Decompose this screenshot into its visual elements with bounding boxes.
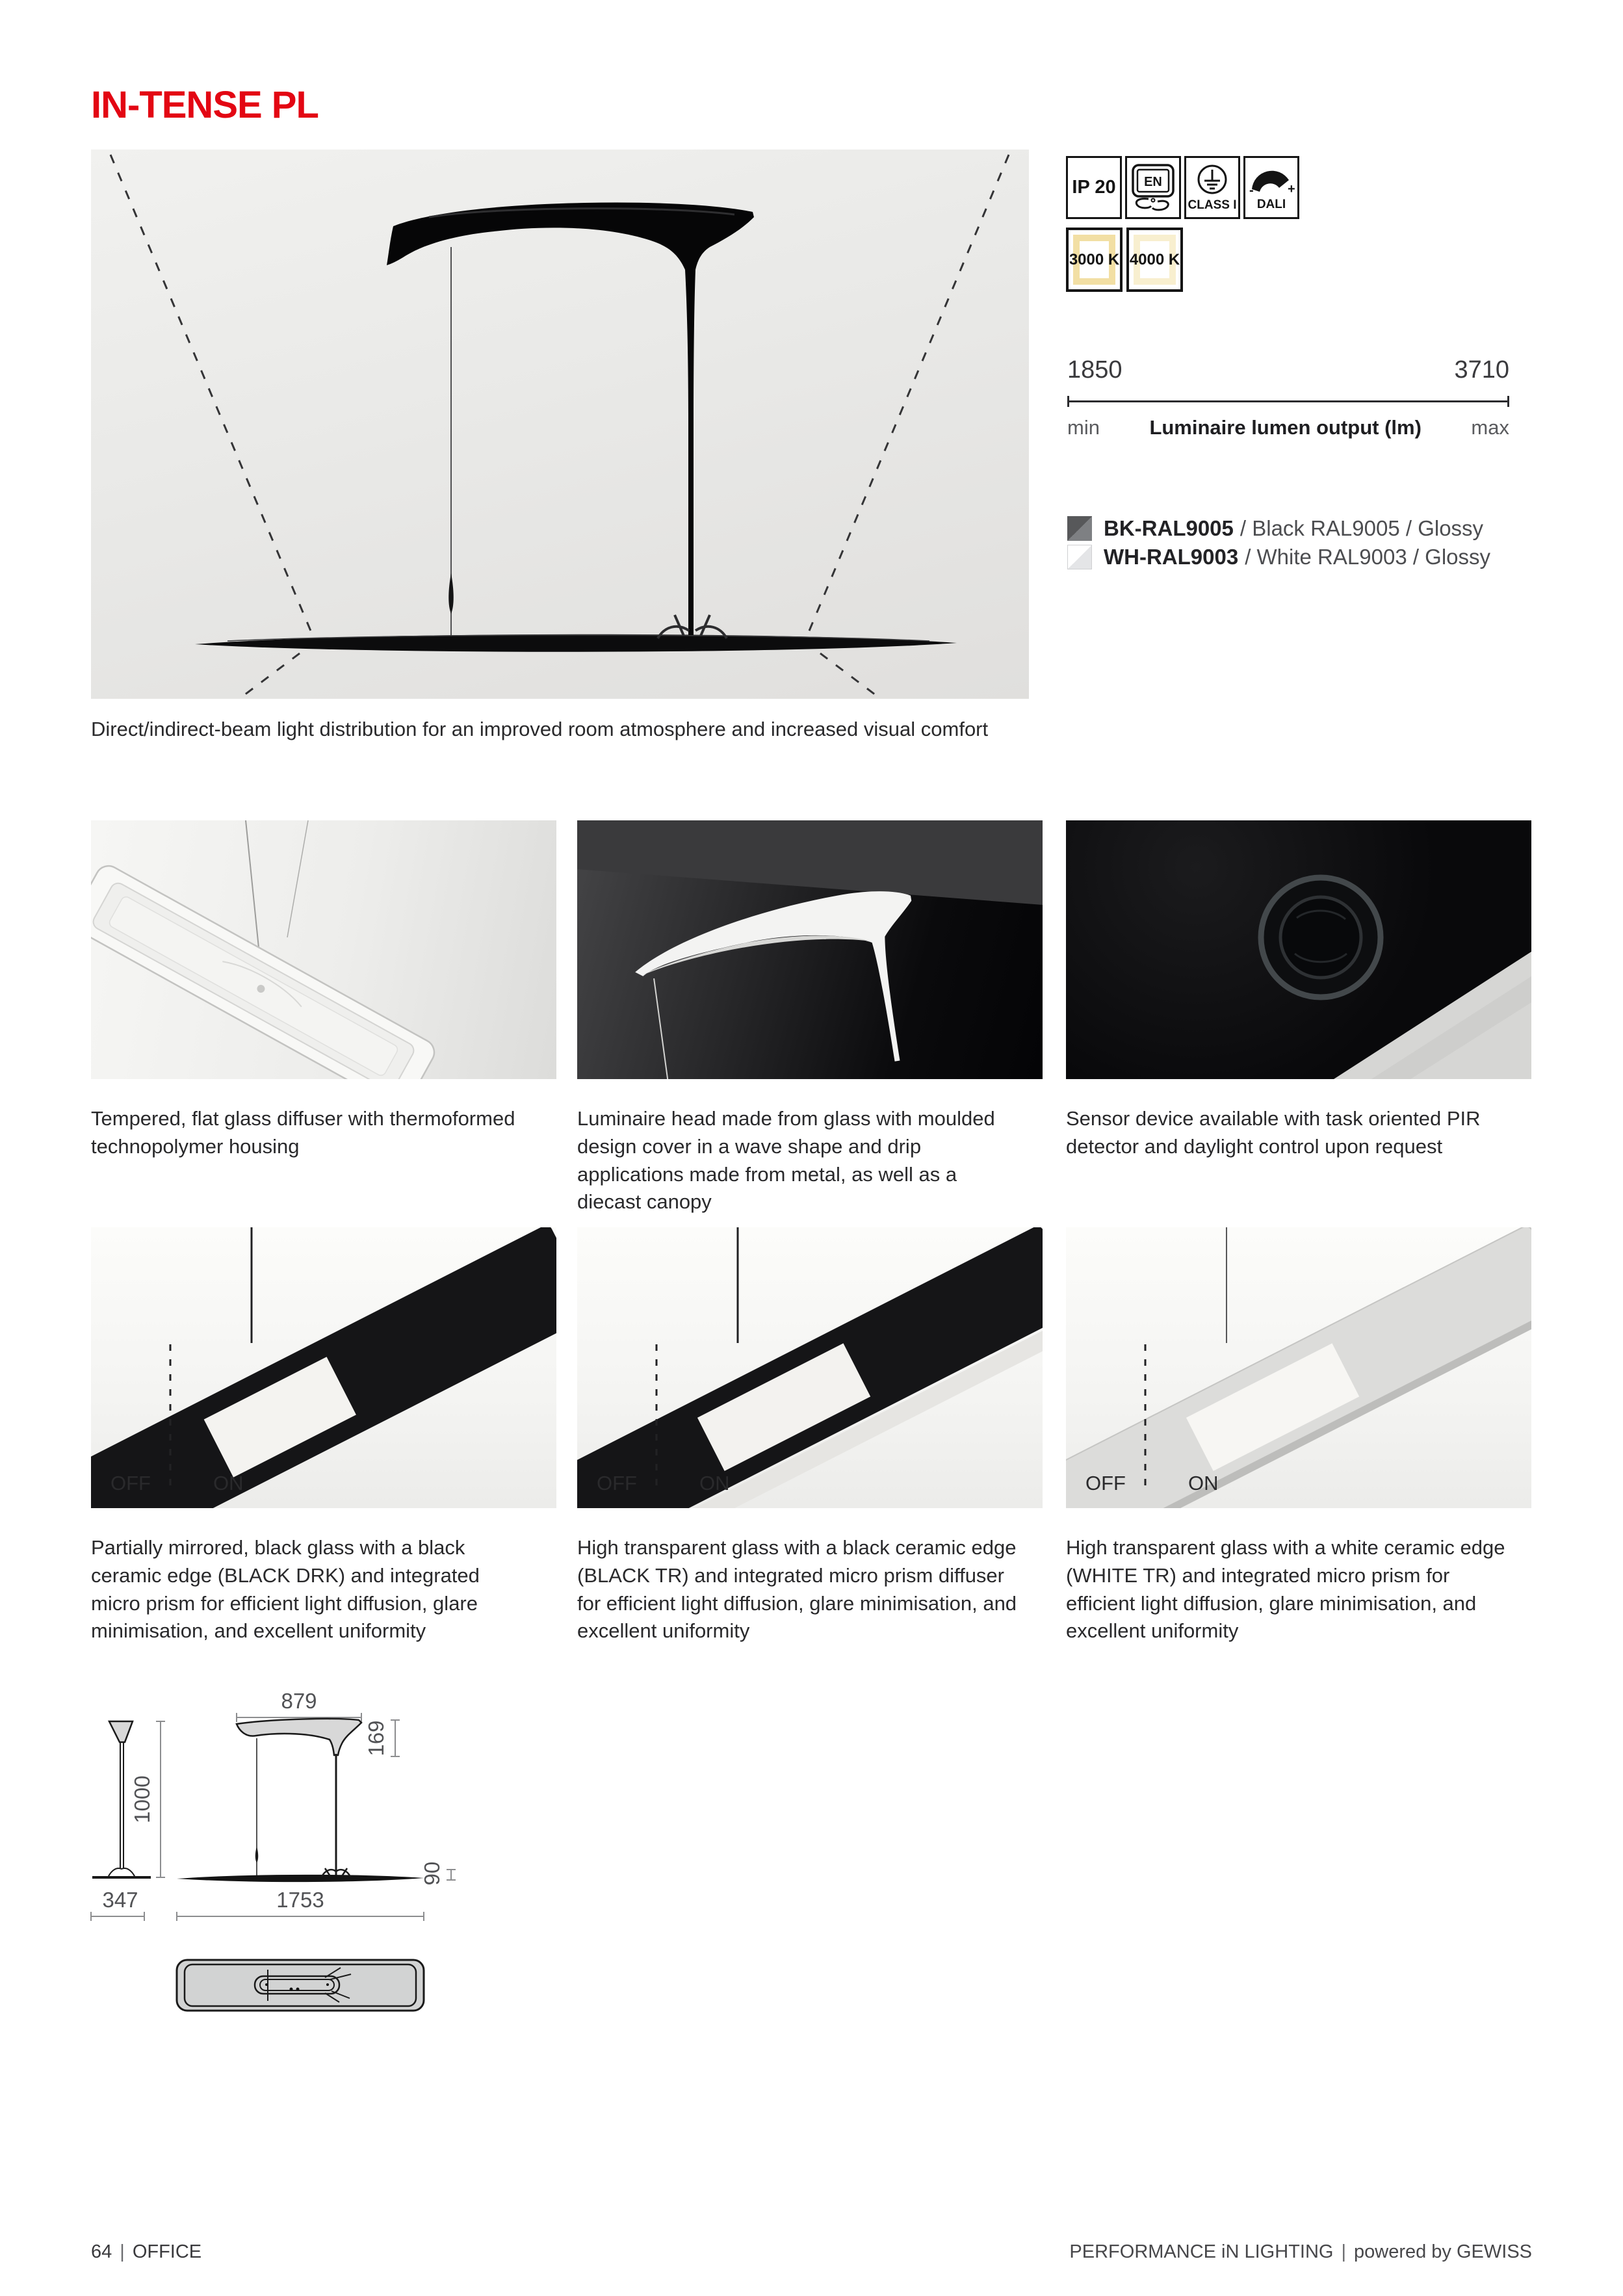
front-view-bar <box>177 1875 424 1882</box>
variant-caption: High transparent glass with a black ceramic edge (BLACK TR) and integrated micro prism diffuser for efficient light diffusion, glare minimisation, and excellent uniformity <box>577 1536 1017 1643</box>
dim-body-height: 90 <box>420 1861 444 1886</box>
variant-caption: High transparent glass with a white ceramic edge (WHITE TR) and integrated micro prism for efficient light diffusion, glare minimisation, and excellent uniformity <box>1066 1536 1505 1643</box>
feature-caption: Luminaire head made from glass with moulded design cover in a wave shape and drip applications made from metal, as well as a diecast canopy <box>577 1107 995 1214</box>
cct-4000k-ring <box>1129 235 1180 285</box>
off-label: OFF <box>110 1472 151 1494</box>
wire <box>287 820 308 937</box>
dali-badge <box>1243 156 1299 219</box>
section-name: OFFICE <box>132 2241 202 2262</box>
cct-3000k-ring <box>1069 235 1120 285</box>
finish-code: WH-RAL9003 <box>1104 545 1239 569</box>
class-i-badge <box>1184 156 1240 219</box>
wire <box>651 978 673 1079</box>
dim-line <box>447 1870 456 1880</box>
hero-illustration <box>91 150 1029 699</box>
feature-photo-sensor <box>1066 820 1531 1079</box>
en-standard-badge <box>1125 156 1181 219</box>
hero-photo <box>91 150 1029 699</box>
hero-caption: Direct/indirect-beam light distribution for an improved room atmosphere and increased visual comfort <box>91 718 989 740</box>
white-head-shape <box>629 884 936 1079</box>
wire-drop <box>448 573 454 614</box>
beam-dashed-lines <box>110 155 1009 699</box>
on-label: ON <box>1188 1472 1219 1494</box>
ceiling-plane <box>577 820 1043 905</box>
luminaire-bar <box>195 634 957 652</box>
top-view-drawing <box>177 1960 424 2011</box>
ip-rating-label: IP 20 <box>1072 177 1116 198</box>
svg-text:EN: EN <box>1144 174 1162 189</box>
dim-line <box>156 1721 165 1877</box>
lumen-min-label: min <box>1067 416 1100 439</box>
ip-rating-badge <box>1066 156 1122 219</box>
black-tr-bar <box>577 1227 1043 1508</box>
off-label: OFF <box>597 1472 637 1494</box>
variant-caption: Partially mirrored, black glass with a black ceramic edge (BLACK DRK) and integrated micro prism for efficient light diffusion, glare minimisation, and excellent uniformity <box>91 1536 480 1643</box>
page-title: IN-TENSE PL <box>91 84 318 126</box>
dali-dimmer-icon <box>1246 163 1297 197</box>
onoff-labels <box>91 1472 556 1498</box>
lumen-axis-label: Luminaire lumen output (lm) <box>1149 416 1422 439</box>
lumen-min-value: 1850 <box>1067 356 1123 384</box>
front-view-drop <box>255 1846 259 1863</box>
dim-head-height: 169 <box>364 1720 388 1756</box>
feature-caption: Sensor device available with task oriented PIR detector and daylight control upon request <box>1066 1107 1481 1158</box>
sensor-lens <box>1280 897 1361 978</box>
class-i-label: CLASS I <box>1188 198 1237 212</box>
dim-line <box>91 1912 144 1921</box>
certification-badges <box>1066 156 1299 219</box>
cct-4000k-badge <box>1126 228 1183 292</box>
finish-options <box>1067 515 1490 572</box>
lumen-max-value: 3710 <box>1454 356 1509 384</box>
finish-desc: / Black RAL9005 / Glossy <box>1240 516 1484 540</box>
lumen-max-label: max <box>1471 416 1509 439</box>
dim-top-width: 879 <box>281 1689 317 1713</box>
footer-brand: PERFORMANCE iN LIGHTING | powered by GEWISS <box>1069 2241 1532 2262</box>
variant-photo-black-tr <box>577 1227 1043 1508</box>
dimension-drawings <box>71 1684 474 2051</box>
feature-caption: Tempered, flat glass diffuser with thermoformed technopolymer housing <box>91 1107 515 1158</box>
front-view-canopy <box>237 1719 361 1755</box>
en-monitor-icon <box>1128 160 1178 216</box>
black-finish-swatch <box>1067 516 1092 541</box>
on-label: ON <box>213 1472 244 1494</box>
svg-text:+: + <box>1288 182 1295 196</box>
lumen-output-scale <box>1067 356 1509 439</box>
canopy-shape <box>387 203 754 638</box>
dim-susp-height: 1000 <box>130 1775 154 1823</box>
footer-page-info: 64 | OFFICE <box>91 2241 202 2262</box>
off-label: OFF <box>1085 1472 1126 1494</box>
white-finish-swatch <box>1067 545 1092 569</box>
dim-length: 1753 <box>276 1888 324 1912</box>
dim-line <box>391 1720 400 1756</box>
earth-ground-icon <box>1188 163 1236 198</box>
finish-desc: / White RAL9003 / Glossy <box>1245 545 1491 569</box>
onoff-labels <box>577 1472 1043 1498</box>
finish-code: BK-RAL9005 <box>1104 516 1234 540</box>
glass-diffuser-shape <box>91 861 439 1079</box>
svg-text:-: - <box>1249 183 1254 197</box>
variant-photo-black-drk <box>91 1227 556 1508</box>
black-drk-bar <box>91 1227 556 1508</box>
cct-3000k-label: 3000 K <box>1069 250 1120 268</box>
finish-row-black <box>1067 515 1490 542</box>
dali-label: DALI <box>1256 198 1286 211</box>
variant-photo-white-tr <box>1066 1227 1531 1508</box>
white-tr-bar <box>1066 1227 1531 1508</box>
feature-photo-head <box>577 820 1043 1079</box>
dim-line <box>177 1912 424 1921</box>
cct-3000k-badge <box>1066 228 1123 292</box>
side-view-base-mound <box>108 1868 135 1877</box>
page-number: 64 <box>91 2241 112 2262</box>
brand-name: PERFORMANCE iN LIGHTING <box>1069 2241 1334 2262</box>
on-label: ON <box>699 1472 730 1494</box>
brand-sub: powered by GEWISS <box>1354 2241 1532 2262</box>
cct-4000k-label: 4000 K <box>1129 250 1180 268</box>
onoff-labels <box>1066 1472 1531 1498</box>
finish-row-white <box>1067 543 1490 571</box>
lumen-axis-line <box>1067 396 1509 407</box>
dim-side-width: 347 <box>102 1888 138 1912</box>
feature-photo-diffuser <box>91 820 556 1079</box>
cct-badges <box>1066 228 1183 292</box>
side-view-head <box>109 1721 133 1742</box>
